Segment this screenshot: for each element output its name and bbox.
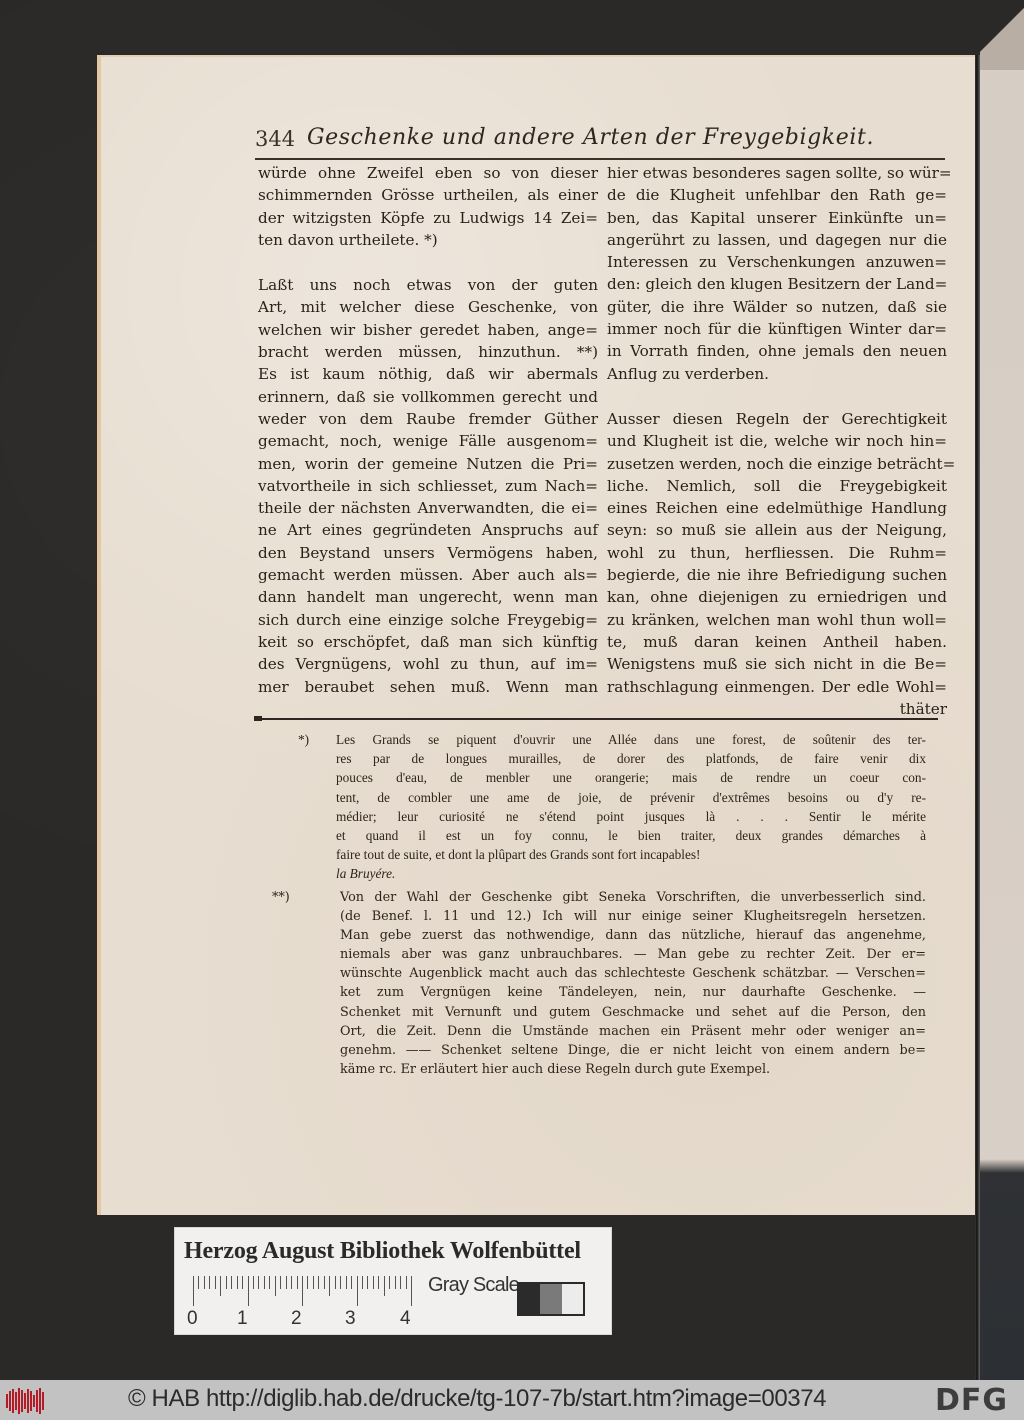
ruler-tick xyxy=(346,1276,347,1289)
text-line: kan, ohne diejenigen zu erniedrigen und xyxy=(607,588,947,607)
text-line: theile der nächsten Anverwandten, die ei= xyxy=(258,499,598,518)
ruler-tick xyxy=(340,1276,341,1289)
paragraph xyxy=(607,162,952,385)
footnote-line: Schenket mit Vernunft und gutem Geschmacke und sehet auf die Person, den xyxy=(340,1004,926,1020)
footer-bar xyxy=(0,1380,1024,1420)
gray-scale-label: Gray Scale xyxy=(428,1274,519,1296)
footnote-line: käme rc. Er erläutert hier auch diese Regeln durch gute Exempel. xyxy=(340,1062,771,1078)
ruler-tick xyxy=(237,1276,238,1289)
text-line: ben, das Kapital unserer Einkünfte un= xyxy=(607,208,947,227)
text-line: vatvortheile in sich schliesset, zum Nach= xyxy=(258,476,598,495)
gray-scale-patch xyxy=(562,1284,583,1314)
ruler-tick xyxy=(307,1276,308,1289)
footnote-line: niemals aber was ganz unbrauchbares. — Man gebe zu rechter Zeit. Der er= xyxy=(340,947,926,963)
logo-bar xyxy=(15,1392,17,1410)
ruler-tick xyxy=(324,1276,325,1289)
ruler-tick xyxy=(204,1276,205,1289)
ruler-tick xyxy=(258,1276,259,1289)
ruler-tick xyxy=(313,1276,314,1289)
ruler-number: 3 xyxy=(345,1308,356,1329)
ruler-tick xyxy=(280,1276,281,1289)
ruler-tick xyxy=(351,1276,352,1289)
dfg-logo: DFG xyxy=(935,1383,1009,1418)
text-line: der witzigsten Köpfe zu Ludwigs 14 Zei= xyxy=(258,208,598,227)
ruler-tick xyxy=(367,1276,368,1289)
ruler-tick xyxy=(357,1276,358,1306)
text-line: men, worin der gemeine Nutzen die Pri= xyxy=(258,454,598,473)
ruler-number: 2 xyxy=(291,1308,302,1329)
text-line: des Vergnügens, wohl zu thun, auf im= xyxy=(258,655,598,674)
paragraph xyxy=(258,162,598,251)
ruler-tick xyxy=(291,1276,292,1289)
library-name: Herzog August Bibliothek Wolfenbüttel xyxy=(184,1238,581,1264)
footnote-1 xyxy=(298,730,926,884)
ruler-tick xyxy=(209,1276,210,1289)
ruler-tick xyxy=(384,1276,385,1296)
logo-bar xyxy=(27,1389,29,1413)
text-line: liche. Nemlich, soll die Freygebigkeit xyxy=(607,476,947,495)
text-line: zu kränken, welchen man wohl thun woll= xyxy=(607,610,947,629)
paragraph-gap xyxy=(607,385,947,408)
ruler-tick xyxy=(198,1276,199,1289)
footnote-line: médier; leur curiosité ne s'étend point jusques là . . . Sentir le mérite xyxy=(336,808,926,824)
text-line: immer noch für die künftigen Winter dar= xyxy=(607,320,947,339)
text-line: eines Reichen eine edelmüthige Handlung xyxy=(607,499,947,518)
text-line: den: gleich den klugen Besitzern der Land= xyxy=(607,275,948,294)
text-line: mer beraubet sehen muß. Wenn man xyxy=(258,677,598,696)
footnote-line: et quand il est un foy connu, le bien traiter, deux grandes démarches à xyxy=(336,827,926,843)
library-label-card xyxy=(175,1228,611,1334)
logo-bar xyxy=(33,1395,35,1407)
text-line: und Klugheit ist die, welche wir noch hin= xyxy=(607,432,947,451)
footnote-line: genehm. —— Schenket seltene Dinge, die er nicht leicht von einem andern be= xyxy=(340,1043,926,1058)
footnote-line: faire tout de suite, et dont la plûpart des Grands sont fort incapables! xyxy=(336,847,701,863)
text-line: zusetzen werden, noch die einzige beträcht= xyxy=(607,454,956,473)
logo-bar xyxy=(30,1391,32,1411)
page-number: 344 xyxy=(255,127,296,151)
ruler-tick xyxy=(400,1276,401,1289)
ruler-tick xyxy=(226,1276,227,1289)
ruler-tick xyxy=(378,1276,379,1289)
ruler-tick xyxy=(220,1276,221,1296)
paragraph xyxy=(607,408,956,698)
text-line: in Vorrath finden, ohne jemals den neuen xyxy=(607,342,947,361)
text-line: rathschlagung einmengen. Der edle Wohl= xyxy=(607,677,947,696)
ruler-number: 1 xyxy=(237,1308,248,1329)
footnote-2 xyxy=(272,888,926,1080)
ruler-tick xyxy=(193,1276,194,1306)
text-line: wohl zu thun, herfliessen. Die Ruhm= xyxy=(607,543,947,562)
footnote-line: Ort, die Zeit. Denn die Umstände machen ein Präsent mehr oder weniger an= xyxy=(340,1023,926,1039)
footnote-line: Man gebe zuerst das nothwendige, dann das nützliche, hierauf das angenehme, xyxy=(340,927,926,943)
footnote-line: wünschte Augenblick macht auch das schlechteste Geschenk schätzbar. — Verschen= xyxy=(340,966,926,982)
footnote-line: pouces d'eau, de menbler une orangerie; mais de rendre un coeur con- xyxy=(336,770,926,786)
paragraph xyxy=(258,274,598,698)
running-head xyxy=(255,125,945,155)
text-line: Ausser diesen Regeln der Gerechtigkeit xyxy=(607,409,947,428)
footnote-line: Les Grands se piquent d'ouvrir une Allée dans une forest, de soûtenir des ter- xyxy=(336,732,926,747)
ruler-tick xyxy=(264,1276,265,1289)
ruler-number: 0 xyxy=(187,1308,198,1329)
text-line: ne Art eines gegründeten Anspruchs auf xyxy=(258,521,598,540)
text-line: Laßt uns noch etwas von der guten xyxy=(258,276,598,295)
logo-bar xyxy=(21,1390,23,1412)
running-head-title: Geschenke und andere Arten der Freygebigkeit. xyxy=(307,125,875,150)
text-line: sich durch eine einzige solche Freygebig= xyxy=(258,610,598,629)
logo-bar xyxy=(12,1389,14,1413)
gray-scale-swatch xyxy=(517,1282,585,1316)
ruler-tick xyxy=(373,1276,374,1289)
text-line: den Beystand unsers Vermögens haben, xyxy=(258,543,598,562)
ruler-tick xyxy=(269,1276,270,1289)
ruler-tick xyxy=(406,1276,407,1289)
ruler-tick xyxy=(242,1276,243,1289)
ruler-tick xyxy=(302,1276,303,1306)
text-line: hier etwas besonderes sagen sollte, so wür= xyxy=(607,164,952,182)
text-line: erinnern, daß sie vollkommen gerecht und xyxy=(258,387,598,406)
text-line: weder von dem Raube fremder Güther xyxy=(258,409,598,428)
ruler-number: 4 xyxy=(400,1308,411,1329)
logo-bar xyxy=(6,1394,8,1408)
text-line: de die Klugheit unfehlbar den Rath ge= xyxy=(607,186,947,205)
footnote-line: (de Benef. l. 11 und 12.) Ich will nur einige seiner Klugheitsregeln hersetzen. xyxy=(340,908,926,924)
ruler-tick xyxy=(335,1276,336,1289)
ruler-tick xyxy=(329,1276,330,1296)
ruler-tick xyxy=(318,1276,319,1289)
gray-scale-patch xyxy=(519,1284,540,1314)
header-rule xyxy=(255,158,945,160)
ruler-tick xyxy=(297,1276,298,1289)
measurement-ruler xyxy=(193,1276,413,1306)
text-line: bracht werden müssen, hinzuthun. **) xyxy=(258,343,598,362)
text-line: würde ohne Zweifel eben so von dieser xyxy=(258,164,598,182)
logo-bar xyxy=(18,1388,20,1414)
ruler-tick xyxy=(389,1276,390,1289)
text-line: welchen wir bisher geredet haben, ange= xyxy=(258,320,598,339)
text-line: ten davon urtheilete. *) xyxy=(258,230,438,249)
copyright-link[interactable]: © HAB http://diglib.hab.de/drucke/tg-107-7b/start.htm?image=00374 xyxy=(128,1385,827,1412)
footnote-rule xyxy=(258,718,938,720)
text-line: angerührt zu lassen, und dagegen nur die xyxy=(607,230,947,249)
text-line: keit so erschöpfet, daß man sich künftig xyxy=(258,632,598,651)
footnote-attribution: la Bruyére. xyxy=(336,866,396,882)
text-line: güter, die ihre Wälder so nutzen, daß sie xyxy=(607,297,947,316)
ruler-tick xyxy=(411,1276,412,1306)
right-text-column xyxy=(607,162,956,720)
ruler-numbers xyxy=(187,1308,427,1330)
text-line: schimmernden Grösse urtheilen, als einer xyxy=(258,186,598,205)
ruler-tick xyxy=(275,1276,276,1296)
adjacent-page-edge xyxy=(980,0,1024,1380)
hab-logo-icon xyxy=(6,1388,44,1414)
ruler-tick xyxy=(362,1276,363,1289)
text-line: seyn: so muß sie allein aus der Neigung, xyxy=(607,521,947,540)
text-line: gemacht werden müssen. Aber auch als= xyxy=(258,566,598,585)
gray-scale-patch xyxy=(540,1284,561,1314)
footnote-line: tent, de combler une ame de joie, de prévenir d'extrêmes besoins ou d'y re- xyxy=(336,789,926,805)
catchword: thäter xyxy=(899,699,947,718)
left-text-column xyxy=(258,162,598,698)
footnote-marker: *) xyxy=(298,732,310,747)
footnotes xyxy=(272,730,926,1079)
logo-bar xyxy=(24,1393,26,1409)
text-line: Es ist kaum nöthig, daß wir abermals xyxy=(258,365,598,384)
book-gutter xyxy=(975,55,980,1380)
text-line: te, muß daran keinen Antheil haben. xyxy=(607,632,947,651)
text-line: dann handelt man ungerecht, wenn man xyxy=(258,588,598,607)
logo-bar xyxy=(39,1388,41,1414)
text-line: begierde, die nie ihre Befriedigung suchen xyxy=(607,566,947,585)
ruler-tick xyxy=(286,1276,287,1289)
footnote-line: res par de longues murailles, de dorer des platfonds, de faire venir dix xyxy=(336,751,926,767)
logo-bar xyxy=(42,1392,44,1410)
logo-bar xyxy=(36,1390,38,1412)
ruler-tick xyxy=(253,1276,254,1289)
footnote-line: ket zum Vergnügen keine Tändeleyen, nein, nur daurhafte Geschenke. — xyxy=(340,985,926,1001)
logo-bar xyxy=(9,1391,11,1411)
footnote-line: Von der Wahl der Geschenke gibt Seneka Vorschriften, die unverbesserlich sind. xyxy=(340,889,926,905)
ruler-tick xyxy=(248,1276,249,1306)
footnote-marker: **) xyxy=(272,889,290,905)
ruler-tick xyxy=(215,1276,216,1289)
paragraph-gap xyxy=(258,251,598,274)
ruler-tick xyxy=(231,1276,232,1289)
text-line: Anflug zu verderben. xyxy=(607,364,769,383)
text-line: gemacht, noch, wenige Fälle ausgenom= xyxy=(258,432,598,451)
text-line: Art, mit welcher diese Geschenke, von xyxy=(258,298,598,317)
ruler-tick xyxy=(395,1276,396,1289)
text-line: Wenigstens muß sie sich nicht in die Be= xyxy=(607,655,947,674)
text-line: Interessen zu Verschenkungen anzuwen= xyxy=(607,253,947,272)
